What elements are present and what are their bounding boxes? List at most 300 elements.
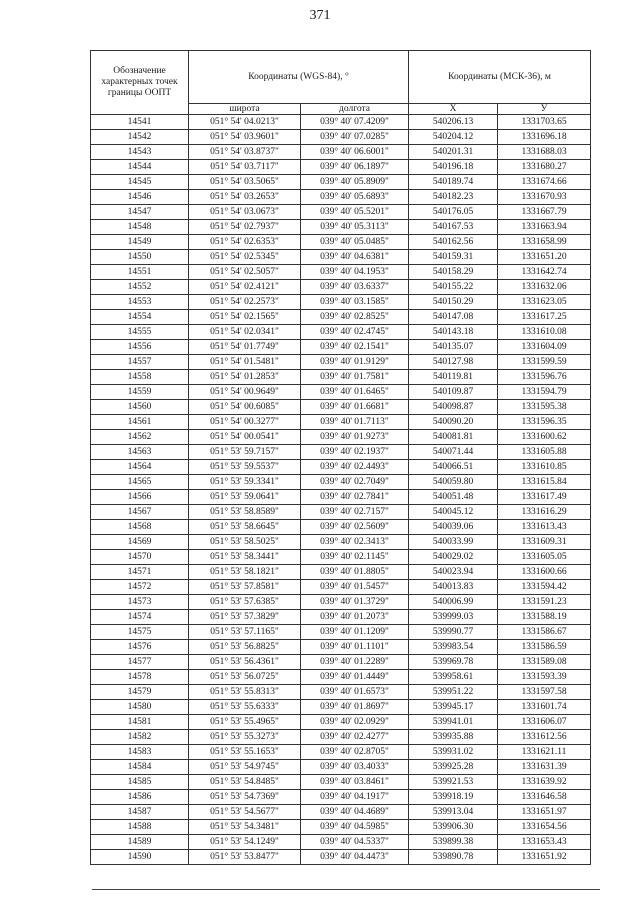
y-cell: 1331600.66 [498,565,591,580]
y-cell: 1331654.56 [498,820,591,835]
point-id-cell: 14568 [91,520,189,535]
longitude-cell: 039° 40' 03.1585" [301,295,409,310]
y-cell: 1331646.58 [498,790,591,805]
latitude-cell: 051° 54' 02.1565" [189,310,301,325]
point-id-cell: 14574 [91,610,189,625]
x-cell: 540167.53 [409,220,498,235]
point-id-cell: 14554 [91,310,189,325]
latitude-cell: 051° 54' 00.0541" [189,430,301,445]
latitude-cell: 051° 53' 55.1653" [189,745,301,760]
x-cell: 539951.22 [409,685,498,700]
y-cell: 1331651.97 [498,805,591,820]
latitude-cell: 051° 53' 59.3341" [189,475,301,490]
y-cell: 1331621.11 [498,745,591,760]
y-cell: 1331670.93 [498,190,591,205]
y-cell: 1331605.05 [498,550,591,565]
point-id-cell: 14579 [91,685,189,700]
point-id-cell: 14586 [91,790,189,805]
longitude-cell: 039° 40' 02.1541" [301,340,409,355]
longitude-cell: 039° 40' 05.6893" [301,190,409,205]
longitude-cell: 039° 40' 02.7049" [301,475,409,490]
point-id-cell: 14549 [91,235,189,250]
point-id-cell: 14561 [91,415,189,430]
point-id-cell: 14553 [91,295,189,310]
point-id-cell: 14545 [91,175,189,190]
latitude-cell: 051° 53' 54.3481" [189,820,301,835]
x-cell: 539899.38 [409,835,498,850]
longitude-cell: 039° 40' 02.7157" [301,505,409,520]
point-id-cell: 14543 [91,145,189,160]
longitude-cell: 039° 40' 06.6001" [301,145,409,160]
x-cell: 539935.88 [409,730,498,745]
longitude-cell: 039° 40' 01.1101" [301,640,409,655]
x-cell: 539931.02 [409,745,498,760]
y-cell: 1331586.59 [498,640,591,655]
point-id-cell: 14585 [91,775,189,790]
point-id-cell: 14542 [91,130,189,145]
longitude-cell: 039° 40' 07.4209" [301,115,409,130]
x-cell: 540143.18 [409,325,498,340]
latitude-cell: 051° 53' 59.0641" [189,490,301,505]
y-cell: 1331639.92 [498,775,591,790]
header-wgs84: Координаты (WGS-84), ° [189,51,409,104]
y-cell: 1331617.25 [498,310,591,325]
table-row [91,160,591,175]
point-id-cell: 14581 [91,715,189,730]
latitude-cell: 051° 54' 03.7117" [189,160,301,175]
table-row [91,250,591,265]
x-cell: 539969.78 [409,655,498,670]
x-cell: 540196.18 [409,160,498,175]
y-cell: 1331663.94 [498,220,591,235]
y-cell: 1331610.08 [498,325,591,340]
point-id-cell: 14541 [91,115,189,130]
y-cell: 1331593.39 [498,670,591,685]
point-id-cell: 14582 [91,730,189,745]
table-row [91,205,591,220]
point-id-cell: 14556 [91,340,189,355]
longitude-cell: 039° 40' 06.1897" [301,160,409,175]
point-id-cell: 14588 [91,820,189,835]
table-row [91,415,591,430]
latitude-cell: 051° 54' 01.5481" [189,355,301,370]
longitude-cell: 039° 40' 01.7113" [301,415,409,430]
latitude-cell: 051° 53' 54.8485" [189,775,301,790]
latitude-cell: 051° 54' 02.5057" [189,265,301,280]
y-cell: 1331688.03 [498,145,591,160]
longitude-cell: 039° 40' 02.4745" [301,325,409,340]
y-cell: 1331596.76 [498,370,591,385]
table-row [91,505,591,520]
longitude-cell: 039° 40' 01.6465" [301,385,409,400]
y-cell: 1331599.59 [498,355,591,370]
y-cell: 1331612.56 [498,730,591,745]
latitude-cell: 051° 54' 02.5345" [189,250,301,265]
x-cell: 540127.98 [409,355,498,370]
longitude-cell: 039° 40' 02.8525" [301,310,409,325]
longitude-cell: 039° 40' 03.4033" [301,760,409,775]
longitude-cell: 039° 40' 04.1953" [301,265,409,280]
table-row [91,520,591,535]
point-id-cell: 14573 [91,595,189,610]
longitude-cell: 039° 40' 05.0485" [301,235,409,250]
footer-divider [92,889,600,890]
table-row [91,385,591,400]
latitude-cell: 051° 54' 03.2653" [189,190,301,205]
table-row [91,820,591,835]
latitude-cell: 051° 53' 57.6385" [189,595,301,610]
longitude-cell: 039° 40' 01.7581" [301,370,409,385]
table-row [91,340,591,355]
x-cell: 540206.13 [409,115,498,130]
x-cell: 539918.19 [409,790,498,805]
longitude-cell: 039° 40' 02.1145" [301,550,409,565]
longitude-cell: 039° 40' 01.5457" [301,580,409,595]
table-row [91,760,591,775]
longitude-cell: 039° 40' 02.7841" [301,490,409,505]
longitude-cell: 039° 40' 01.1209" [301,625,409,640]
point-id-cell: 14570 [91,550,189,565]
longitude-cell: 039° 40' 04.5337" [301,835,409,850]
table-row [91,310,591,325]
point-id-cell: 14564 [91,460,189,475]
x-cell: 540189.74 [409,175,498,190]
x-cell: 540081.81 [409,430,498,445]
x-cell: 540150.29 [409,295,498,310]
table-row [91,355,591,370]
point-id-cell: 14571 [91,565,189,580]
x-cell: 539999.03 [409,610,498,625]
point-id-cell: 14557 [91,355,189,370]
longitude-cell: 039° 40' 04.5985" [301,820,409,835]
y-cell: 1331642.74 [498,265,591,280]
longitude-cell: 039° 40' 02.1937" [301,445,409,460]
latitude-cell: 051° 54' 00.3277" [189,415,301,430]
x-cell: 540201.31 [409,145,498,160]
table-row [91,265,591,280]
table-row [91,715,591,730]
longitude-cell: 039° 40' 01.9129" [301,355,409,370]
y-cell: 1331703.65 [498,115,591,130]
y-cell: 1331631.39 [498,760,591,775]
table-row [91,490,591,505]
latitude-cell: 051° 53' 55.8313" [189,685,301,700]
x-cell: 539945.17 [409,700,498,715]
latitude-cell: 051° 53' 58.6645" [189,520,301,535]
y-cell: 1331604.09 [498,340,591,355]
x-cell: 539958.61 [409,670,498,685]
x-cell: 540006.99 [409,595,498,610]
y-cell: 1331589.08 [498,655,591,670]
point-id-cell: 14551 [91,265,189,280]
table-row [91,430,591,445]
y-cell: 1331588.19 [498,610,591,625]
x-cell: 540071.44 [409,445,498,460]
table-row [91,625,591,640]
y-cell: 1331696.18 [498,130,591,145]
y-cell: 1331605.88 [498,445,591,460]
table-row [91,580,591,595]
latitude-cell: 051° 53' 58.5025" [189,535,301,550]
latitude-cell: 051° 54' 01.7749" [189,340,301,355]
point-id-cell: 14583 [91,745,189,760]
y-cell: 1331613.43 [498,520,591,535]
latitude-cell: 051° 53' 53.8477" [189,850,301,865]
y-cell: 1331594.79 [498,385,591,400]
latitude-cell: 051° 53' 55.3273" [189,730,301,745]
longitude-cell: 039° 40' 02.4277" [301,730,409,745]
point-id-cell: 14563 [91,445,189,460]
y-cell: 1331596.35 [498,415,591,430]
point-id-cell: 14565 [91,475,189,490]
table-row [91,730,591,745]
table-row [91,850,591,865]
point-id-cell: 14547 [91,205,189,220]
table-row [91,145,591,160]
y-cell: 1331632.06 [498,280,591,295]
y-cell: 1331606.07 [498,715,591,730]
header-x: X [409,104,498,115]
longitude-cell: 039° 40' 01.8805" [301,565,409,580]
longitude-cell: 039° 40' 01.4449" [301,670,409,685]
point-id-cell: 14548 [91,220,189,235]
x-cell: 540045.12 [409,505,498,520]
latitude-cell: 051° 53' 56.0725" [189,670,301,685]
y-cell: 1331586.67 [498,625,591,640]
latitude-cell: 051° 54' 03.0673" [189,205,301,220]
longitude-cell: 039° 40' 01.2073" [301,610,409,625]
latitude-cell: 051° 53' 59.5537" [189,460,301,475]
point-id-cell: 14590 [91,850,189,865]
table-row [91,670,591,685]
y-cell: 1331595.38 [498,400,591,415]
latitude-cell: 051° 53' 56.8825" [189,640,301,655]
point-id-cell: 14562 [91,430,189,445]
latitude-cell: 051° 54' 02.4121" [189,280,301,295]
longitude-cell: 039° 40' 03.6337" [301,280,409,295]
page-number: 371 [309,8,331,23]
point-id-cell: 14569 [91,535,189,550]
x-cell: 540162.56 [409,235,498,250]
table-row [91,220,591,235]
latitude-cell: 051° 53' 58.3441" [189,550,301,565]
header-point-designation: Обозначение характерных точек границы ООПТ [91,51,189,115]
x-cell: 540135.07 [409,340,498,355]
longitude-cell: 039° 40' 02.5609" [301,520,409,535]
latitude-cell: 051° 54' 02.6353" [189,235,301,250]
x-cell: 539890.78 [409,850,498,865]
latitude-cell: 051° 53' 57.8581" [189,580,301,595]
table-row [91,295,591,310]
x-cell: 539921.53 [409,775,498,790]
x-cell: 540090.20 [409,415,498,430]
y-cell: 1331591.23 [498,595,591,610]
x-cell: 540147.08 [409,310,498,325]
table-header [91,51,591,115]
table-row [91,655,591,670]
table-row [91,475,591,490]
longitude-cell: 039° 40' 02.4493" [301,460,409,475]
table-row [91,640,591,655]
latitude-cell: 051° 53' 54.5677" [189,805,301,820]
x-cell: 540059.80 [409,475,498,490]
latitude-cell: 051° 53' 58.1821" [189,565,301,580]
latitude-cell: 051° 53' 59.7157" [189,445,301,460]
table-row [91,745,591,760]
latitude-cell: 051° 54' 04.0213" [189,115,301,130]
latitude-cell: 051° 53' 55.6333" [189,700,301,715]
table-row [91,325,591,340]
header-latitude: широта [189,104,301,115]
point-id-cell: 14544 [91,160,189,175]
x-cell: 540051.48 [409,490,498,505]
table-row [91,805,591,820]
point-id-cell: 14580 [91,700,189,715]
point-id-cell: 14584 [91,760,189,775]
x-cell: 540182.23 [409,190,498,205]
table-row [91,460,591,475]
point-id-cell: 14572 [91,580,189,595]
y-cell: 1331601.74 [498,700,591,715]
table-row [91,370,591,385]
y-cell: 1331653.43 [498,835,591,850]
x-cell: 540176.05 [409,205,498,220]
x-cell: 540039.06 [409,520,498,535]
longitude-cell: 039° 40' 07.0285" [301,130,409,145]
table-row [91,445,591,460]
longitude-cell: 039° 40' 01.6681" [301,400,409,415]
point-id-cell: 14566 [91,490,189,505]
longitude-cell: 039° 40' 01.9273" [301,430,409,445]
point-id-cell: 14578 [91,670,189,685]
x-cell: 539990.77 [409,625,498,640]
x-cell: 540013.83 [409,580,498,595]
longitude-cell: 039° 40' 04.4689" [301,805,409,820]
table-row [91,610,591,625]
y-cell: 1331610.85 [498,460,591,475]
table-row [91,775,591,790]
x-cell: 540023.94 [409,565,498,580]
table-body [91,115,591,865]
point-id-cell: 14589 [91,835,189,850]
longitude-cell: 039° 40' 01.6573" [301,685,409,700]
y-cell: 1331594.42 [498,580,591,595]
latitude-cell: 051° 53' 55.4965" [189,715,301,730]
x-cell: 540119.81 [409,370,498,385]
point-id-cell: 14567 [91,505,189,520]
y-cell: 1331651.20 [498,250,591,265]
longitude-cell: 039° 40' 03.8461" [301,775,409,790]
y-cell: 1331680.27 [498,160,591,175]
table-row [91,535,591,550]
y-cell: 1331651.92 [498,850,591,865]
y-cell: 1331623.05 [498,295,591,310]
table-row [91,280,591,295]
x-cell: 540033.99 [409,535,498,550]
x-cell: 540029.02 [409,550,498,565]
x-cell: 540155.22 [409,280,498,295]
longitude-cell: 039° 40' 04.1917" [301,790,409,805]
point-id-cell: 14575 [91,625,189,640]
y-cell: 1331609.31 [498,535,591,550]
table-row [91,400,591,415]
y-cell: 1331667.79 [498,205,591,220]
latitude-cell: 051° 54' 02.2573" [189,295,301,310]
latitude-cell: 051° 54' 03.8737" [189,145,301,160]
longitude-cell: 039° 40' 05.5201" [301,205,409,220]
longitude-cell: 039° 40' 04.6381" [301,250,409,265]
longitude-cell: 039° 40' 02.8705" [301,745,409,760]
table-row [91,685,591,700]
table-row [91,700,591,715]
table-row [91,835,591,850]
table-row [91,190,591,205]
x-cell: 540158.29 [409,265,498,280]
latitude-cell: 051° 54' 00.9649" [189,385,301,400]
longitude-cell: 039° 40' 01.8697" [301,700,409,715]
longitude-cell: 039° 40' 01.2289" [301,655,409,670]
latitude-cell: 051° 54' 02.0341" [189,325,301,340]
point-id-cell: 14560 [91,400,189,415]
point-id-cell: 14546 [91,190,189,205]
y-cell: 1331658.99 [498,235,591,250]
point-id-cell: 14587 [91,805,189,820]
point-id-cell: 14559 [91,385,189,400]
y-cell: 1331674.66 [498,175,591,190]
longitude-cell: 039° 40' 02.0929" [301,715,409,730]
point-id-cell: 14558 [91,370,189,385]
longitude-cell: 039° 40' 04.4473" [301,850,409,865]
latitude-cell: 051° 53' 56.4361" [189,655,301,670]
x-cell: 539913.04 [409,805,498,820]
y-cell: 1331600.62 [498,430,591,445]
y-cell: 1331597.58 [498,685,591,700]
latitude-cell: 051° 54' 03.5065" [189,175,301,190]
latitude-cell: 051° 53' 57.1165" [189,625,301,640]
x-cell: 539925.28 [409,760,498,775]
table-row [91,595,591,610]
x-cell: 539941.01 [409,715,498,730]
table-row [91,115,591,130]
table-row [91,565,591,580]
y-cell: 1331616.29 [498,505,591,520]
table-row [91,235,591,250]
longitude-cell: 039° 40' 05.3113" [301,220,409,235]
table-row [91,790,591,805]
x-cell: 539983.54 [409,640,498,655]
x-cell: 540109.87 [409,385,498,400]
latitude-cell: 051° 54' 01.2853" [189,370,301,385]
x-cell: 540204.12 [409,130,498,145]
x-cell: 539906.30 [409,820,498,835]
header-y: У [498,104,591,115]
longitude-cell: 039° 40' 01.3729" [301,595,409,610]
x-cell: 540066.51 [409,460,498,475]
latitude-cell: 051° 53' 57.3829" [189,610,301,625]
point-id-cell: 14555 [91,325,189,340]
x-cell: 540159.31 [409,250,498,265]
latitude-cell: 051° 54' 03.9601" [189,130,301,145]
point-id-cell: 14577 [91,655,189,670]
latitude-cell: 051° 53' 54.1249" [189,835,301,850]
point-id-cell: 14552 [91,280,189,295]
latitude-cell: 051° 53' 58.8589" [189,505,301,520]
point-id-cell: 14550 [91,250,189,265]
y-cell: 1331615.84 [498,475,591,490]
table-row [91,130,591,145]
longitude-cell: 039° 40' 02.3413" [301,535,409,550]
coordinates-table [90,50,591,865]
